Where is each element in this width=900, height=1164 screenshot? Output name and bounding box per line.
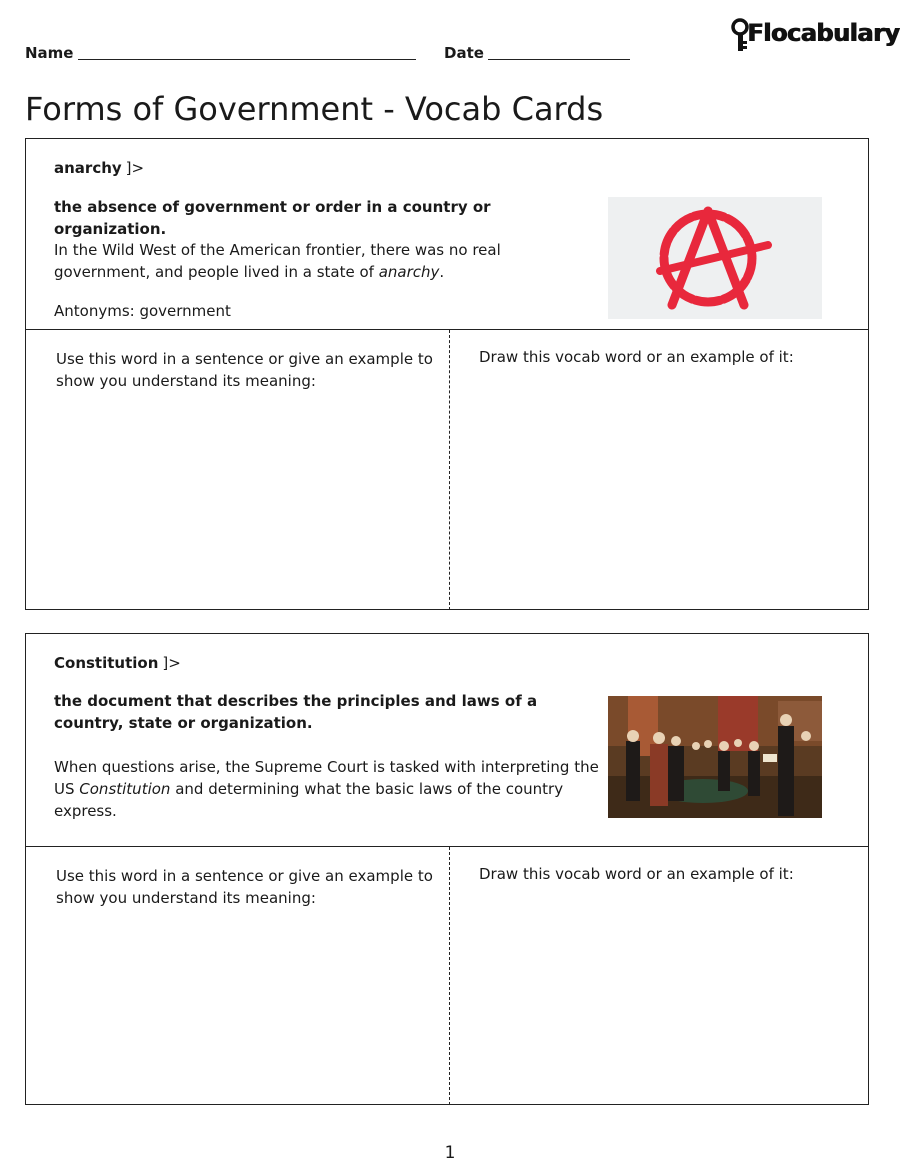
card-response-section (26, 847, 868, 1105)
vocab-card-anarchy (25, 138, 869, 610)
draw-prompt: Draw this vocab word or an example of it: (479, 348, 794, 366)
anarchy-symbol-icon (608, 197, 822, 319)
word-text: anarchy (54, 159, 122, 177)
page-number: 1 (444, 1143, 456, 1163)
definition: the document that describes the principles and laws of a country, state or organization. (54, 692, 538, 732)
vocab-word (54, 159, 144, 177)
name-label: Name (25, 44, 74, 62)
example-text-end: . (439, 263, 445, 281)
example-italic-word: anarchy (378, 263, 440, 281)
card-response-section (26, 330, 868, 610)
vocab-card-constitution (25, 633, 869, 1105)
example-sentence (54, 756, 614, 822)
word-text: Constitution (54, 654, 159, 672)
date-field[interactable] (488, 59, 630, 60)
date-label: Date (444, 44, 484, 62)
example-sentence (54, 239, 534, 283)
bracket-icon: ]> (162, 654, 181, 672)
example-text: In the Wild West of the American frontier, there was no real government, and people lived in a state of (54, 241, 501, 281)
example-text-end: and determining what the basic laws of the country express. (54, 780, 564, 820)
antonyms: Antonyms: government (54, 302, 231, 320)
dashed-divider (449, 330, 450, 610)
definition: the absence of government or order in a country or organization. (54, 198, 491, 238)
page-title: Forms of Government - Vocab Cards (25, 90, 604, 128)
vocab-word (54, 654, 181, 672)
flocabulary-logo (730, 16, 900, 56)
draw-prompt: Draw this vocab word or an example of it: (479, 865, 794, 883)
sentence-prompt: Use this word in a sentence or give an example to show you understand its meaning: (56, 867, 433, 907)
bracket-icon: ]> (125, 159, 145, 177)
card-info-section (26, 139, 868, 330)
card-info-section (26, 634, 868, 847)
constitutional-convention-painting (608, 696, 822, 818)
name-field[interactable] (78, 59, 416, 60)
dashed-divider (449, 847, 450, 1105)
logo-text: Flocabulary (747, 19, 900, 47)
sentence-prompt: Use this word in a sentence or give an example to show you understand its meaning: (56, 350, 433, 390)
example-text: When questions arise, the Supreme Court is tasked with interpreting the US (54, 758, 599, 798)
example-italic-word: Constitution (79, 780, 171, 798)
